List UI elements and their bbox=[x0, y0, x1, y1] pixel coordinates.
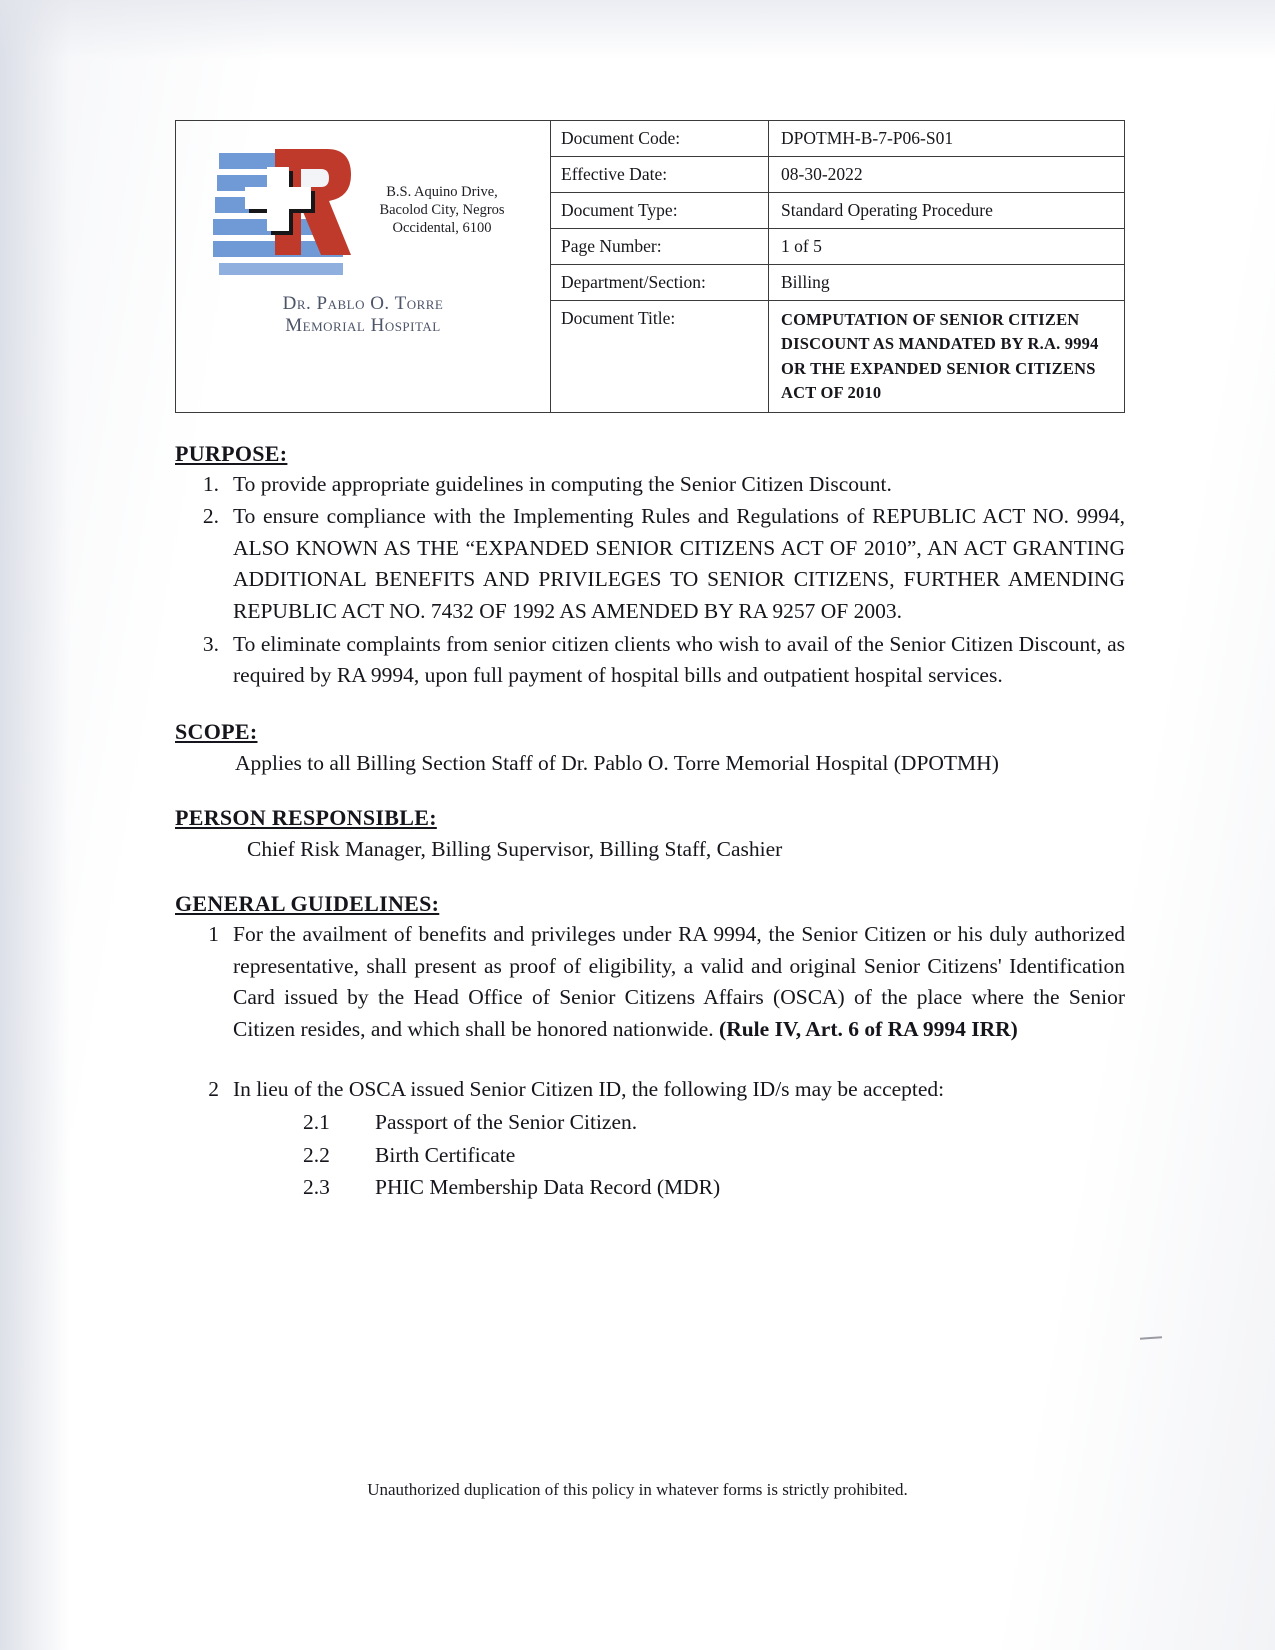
guideline-item-text bbox=[233, 919, 1125, 1045]
guideline-item bbox=[175, 1074, 1125, 1106]
document-header-table bbox=[175, 120, 1125, 413]
guideline-subitem bbox=[175, 1106, 1125, 1138]
hospital-logo-icon bbox=[209, 135, 359, 285]
header-field-row bbox=[551, 301, 1124, 412]
general-guidelines-section bbox=[175, 891, 1125, 1203]
purpose-item-number: 1. bbox=[202, 471, 219, 496]
header-field-row bbox=[551, 121, 1124, 157]
guideline-item-text: In lieu of the OSCA issued Senior Citizen ID, the following ID/s may be accepted: bbox=[233, 1076, 945, 1101]
field-value-document-type: Standard Operating Procedure bbox=[781, 200, 993, 220]
field-label-page-number: Page Number: bbox=[551, 229, 769, 264]
guideline-item-reference: (Rule IV, Art. 6 of RA 9994 IRR) bbox=[719, 1017, 1018, 1042]
field-label-document-type: Document Type: bbox=[551, 193, 769, 228]
guideline-subitem-number: 2.1 bbox=[303, 1110, 330, 1135]
hospital-address: B.S. Aquino Drive, Bacolod City, Negros Occidental, 6100 bbox=[379, 183, 505, 237]
purpose-item bbox=[175, 469, 1125, 501]
scope-heading: SCOPE: bbox=[175, 718, 258, 744]
scan-artifact bbox=[1140, 1336, 1162, 1340]
logo-row bbox=[186, 135, 540, 285]
guideline-subitem bbox=[175, 1139, 1125, 1171]
guideline-subitem-number: 2.3 bbox=[303, 1174, 330, 1199]
hospital-name-line2: Memorial Hospital bbox=[285, 314, 441, 336]
guideline-subitem-text: PHIC Membership Data Record (MDR) bbox=[375, 1174, 721, 1199]
guideline-item-number: 2 bbox=[208, 1076, 219, 1101]
header-field-row bbox=[551, 193, 1124, 229]
guideline-item-number: 1 bbox=[208, 922, 219, 947]
purpose-item-number: 2. bbox=[202, 504, 219, 529]
field-value-document-code: DPOTMH-B-7-P06-S01 bbox=[781, 128, 954, 148]
header-field-row bbox=[551, 157, 1124, 193]
page-footer: Unauthorized duplication of this policy in whatever forms is strictly prohibited. bbox=[367, 1480, 908, 1499]
guideline-subitem bbox=[175, 1171, 1125, 1203]
field-value-department-section: Billing bbox=[781, 272, 830, 292]
scope-text: Applies to all Billing Section Staff of Dr. Pablo O. Torre Memorial Hospital (DPOTMH) bbox=[235, 750, 999, 775]
guideline-subitem-text: Birth Certificate bbox=[375, 1142, 516, 1167]
purpose-item-text: To provide appropriate guidelines in computing the Senior Citizen Discount. bbox=[233, 471, 892, 496]
header-field-row bbox=[551, 229, 1124, 265]
header-field-row bbox=[551, 265, 1124, 301]
hospital-name bbox=[283, 293, 444, 337]
purpose-heading: PURPOSE: bbox=[175, 440, 288, 466]
header-fields bbox=[551, 121, 1124, 412]
guideline-subitem-text: Passport of the Senior Citizen. bbox=[375, 1110, 638, 1135]
purpose-item bbox=[175, 629, 1125, 692]
scan-shadow-left bbox=[0, 0, 70, 1650]
field-label-effective-date: Effective Date: bbox=[551, 157, 769, 192]
person-responsible-section bbox=[175, 805, 1125, 865]
purpose-item-text: To eliminate complaints from senior citizen clients who wish to avail of the Senior Citizen Discount, as required by RA 9994, upon full payment of hospital bills and outpatient hospital services. bbox=[233, 631, 1125, 688]
guideline-item-body: For the availment of benefits and privileges under RA 9994, the Senior Citizen or his duly authorized representative, shall present as proof of eligibility, a valid and original Senior Citizens' Identification Card issued by the Head Office of Senior Citizens Affairs (OSCA) of the place where the Senior Citizen resides, and which shall be honored nationwide. bbox=[233, 922, 1125, 1042]
person-responsible-heading: PERSON RESPONSIBLE: bbox=[175, 805, 437, 831]
person-responsible-text: Chief Risk Manager, Billing Supervisor, Billing Staff, Cashier bbox=[247, 837, 783, 862]
field-label-document-title: Document Title: bbox=[551, 301, 769, 412]
field-label-document-code: Document Code: bbox=[551, 121, 769, 156]
logo-cell bbox=[176, 121, 551, 412]
field-value-effective-date: 08-30-2022 bbox=[781, 164, 863, 184]
guideline-subitem-number: 2.2 bbox=[303, 1142, 330, 1167]
general-guidelines-heading: GENERAL GUIDELINES: bbox=[175, 891, 440, 917]
document-content bbox=[175, 120, 1125, 1203]
hospital-name-line1: Dr. Pablo O. Torre bbox=[282, 293, 444, 314]
scan-shadow-top bbox=[0, 0, 1275, 60]
guideline-item bbox=[175, 919, 1125, 1045]
scope-section bbox=[175, 719, 1125, 779]
field-value-document-title: COMPUTATION OF SENIOR CITIZEN DISCOUNT AS MANDATED BY R.A. 9994 OR THE EXPANDED SENIOR CITIZENS ACT OF 2010 bbox=[781, 310, 1099, 403]
purpose-item-number: 3. bbox=[202, 631, 219, 656]
field-label-department-section: Department/Section: bbox=[551, 265, 769, 300]
purpose-item-text: To ensure compliance with the Implementing Rules and Regulations of REPUBLIC ACT NO. 9994, ALSO KNOWN AS THE “EXPANDED SENIOR CITIZENS ACT OF 2010”, AN ACT GRANTING ADDITIONAL BENEFITS AND PRIVILEGES TO SENIOR CITIZENS, FURTHER AMENDING REPUBLIC ACT NO. 7432 OF 1992 AS AMENDED BY RA 9257 OF 2003. bbox=[233, 504, 1125, 623]
field-value-page-number: 1 of 5 bbox=[781, 236, 822, 256]
purpose-item bbox=[175, 501, 1125, 627]
purpose-section bbox=[175, 441, 1125, 692]
